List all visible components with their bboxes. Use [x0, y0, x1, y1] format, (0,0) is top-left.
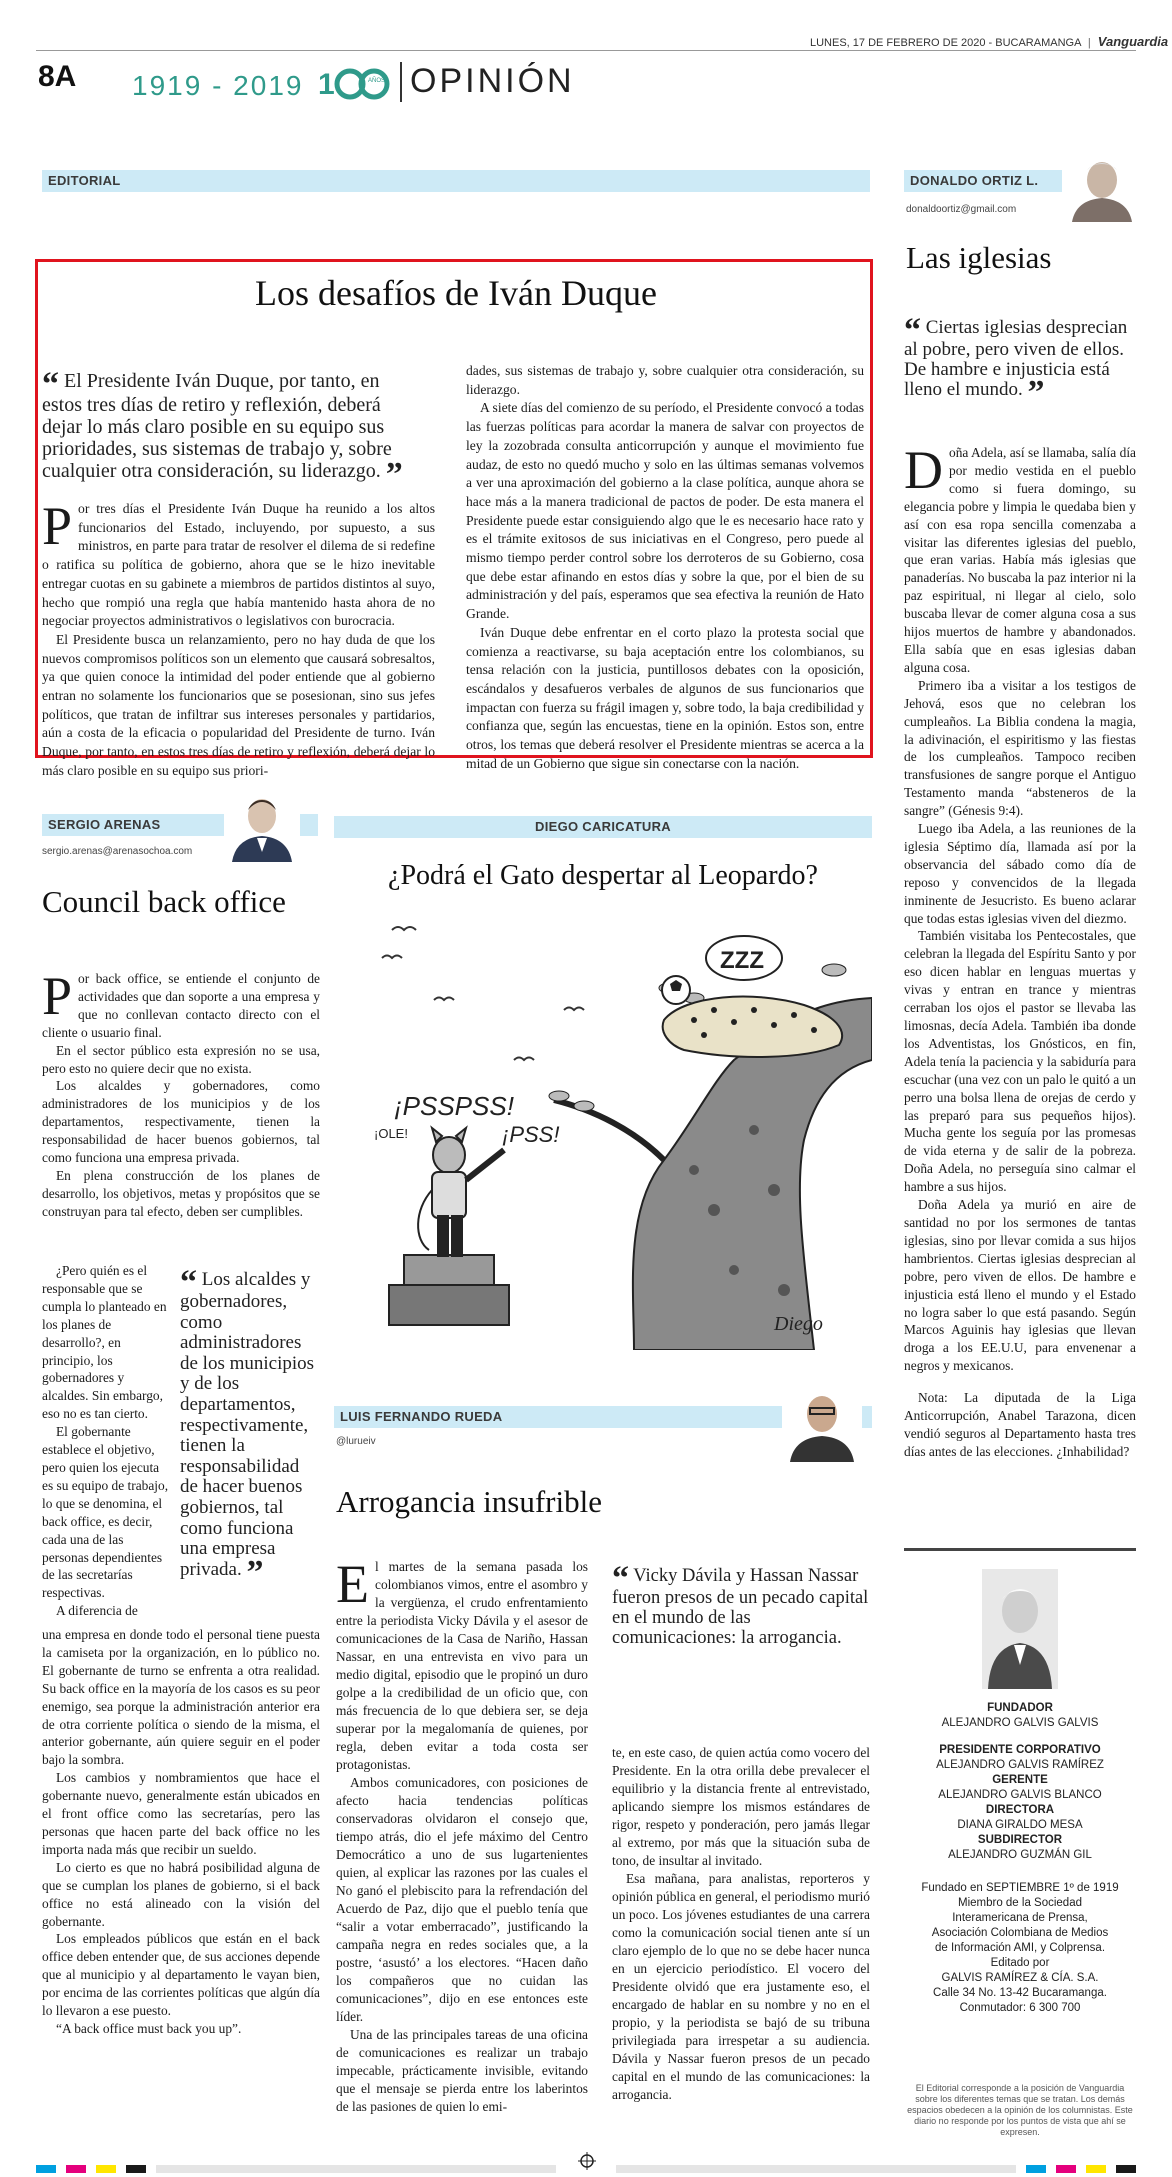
ortiz-paragraph: Doña Adela ya murió en aire de santidad no por los sermones de tantas iglesias, sino por llevar comida a sus hijos hambrientos. Ciertas iglesias desprecian al pobre, pero viven de ellos. De hambre e injusticia está lleno el mundo y el Estado no logra saber lo que está pasando. Según Marcos Aguinis hay iglesias que llevan droga a los EE.U.U, para envenenar a negros y mexicanos. — [904, 1197, 1136, 1374]
editorial-paragraph: El Presidente busca un relanzamiento, pero no hay duda de que los nuevos compromisos políticos son un elemento que causará sobresaltos, ya que quien conoce la intimidad del poder entiende que al gobierno entran no solamente los funcionarios que se posesionan, sino sus jefes políticos, que tratan de infiltrar sus intereses personales y partidarios, aún a costa de la eficacia o popularidad del Presidente de turno. Iván Duque, por tanto, en estos tres días de retiro y reflexión, deberá dejar lo más claro posible en su equipo sus priori- — [42, 631, 435, 778]
rueda-column-1 — [336, 1554, 588, 2116]
registration-mark-icon — [578, 2152, 596, 2170]
arenas-paragraph: Los empleados públicos que están en el back office deben entender que, de sus acciones depende que al municipio y al departamento le vayan bien, por encima de las corrientes políticas que algún día lo llevaron a ese puesto. — [42, 1931, 320, 2019]
cartoonist-signature: Diego — [774, 1313, 823, 1335]
arenas-portrait-icon — [224, 786, 300, 862]
ortiz-email[interactable]: donaldoortiz@gmail.com — [906, 204, 1017, 215]
ortiz-dropcap: D — [904, 440, 943, 500]
editorial-paragraph: or tres días el Presidente Iván Duque ha reunido a los altos funcionarios del Estado, incluyendo, por supuesto, a sus ministros, en parte para tratar de resolver el dilema de si redefine o ratifica su política de gobierno, ahora que se le hizo inevitable entregar cuotas en su gabinete a miembros de partidos distintos al suyo, hecho que rompió una regla que había mantenido hasta ahora de no negociar proyectos administrativos o legislativos con burocracia. — [42, 501, 435, 629]
ortiz-body — [904, 440, 1136, 1461]
subdirector-label: SUBDIRECTOR — [977, 1834, 1063, 1846]
close-quote-icon: ” — [246, 1553, 264, 1591]
founder-label: FUNDADOR — [987, 1702, 1053, 1714]
years-banner: 1919 - 2019 — [132, 70, 304, 101]
ortiz-paragraph: Nota: La diputada de la Liga Anticorrupción, Anabel Tarazona, dicen vendió seguros al Departamento hasta tres días antes de las elecciones. ¿Inhabilidad? — [904, 1390, 1136, 1459]
info-line: Asociación Colombiana de Medios — [931, 1927, 1109, 1939]
cat-speech-second: ¡PSS! — [502, 1122, 560, 1147]
arenas-avatar — [224, 786, 300, 862]
editorial-column-1 — [42, 496, 435, 781]
arenas-email[interactable]: sergio.arenas@arenasochoa.com — [42, 846, 193, 857]
manager-label: GERENTE — [992, 1774, 1048, 1786]
info-line: de Información AMI, y Colprensa. — [934, 1942, 1106, 1954]
info-line: Conmutador: 6 300 700 — [959, 2002, 1081, 2014]
ortiz-portrait-icon — [1062, 150, 1134, 222]
editorial-title: Los desafíos de Iván Duque — [255, 273, 657, 313]
arenas-dropcap: P — [42, 966, 73, 1026]
arenas-paragraph: una empresa en donde todo el personal tiene puesta la camiseta por la organización, en lo público no. El gobernante de turno se enfrenta a otra realidad. Su back office en la mayoría de los casos es su peor enemigo, sea porque la administración anterior era de otra corriente política o siendo de la misma, el anterior gobernante, aún quiere seguir en el poder bajo la sombra. — [42, 1627, 320, 1768]
rueda-title: Arrogancia insufrible — [336, 1484, 602, 1519]
print-color-bar-left — [36, 2158, 556, 2166]
ortiz-paragraph: oña Adela, así se llamaba, salía día por medio vestida en el pueblo como si fuera domingo, su elegancia pobre y limpia le quedaba bien y así con esa ropa sencilla comenzaba a visitar las diferentes iglesias del pueblo, que eran varias. Había más iglesias que panaderías. No buscaba la paz interior ni la paz espiritual, ni llegar al cielo, solo buscaba llevar de comer alguna cosa a sus hijos muertos de hambre y abandonados. Ella sabía que en esas iglesias daban alguna cosa. — [904, 445, 1136, 675]
editorial-quote-text: El Presidente Iván Duque, por tanto, en estos tres días de retiro y reflexión, deberá dejar lo más claro posible en su equipo sus prioridades, sus sistemas de trabajo y, sobre cualquier otra consideración, su liderazgo. — [42, 370, 392, 482]
director-name: DIANA GIRALDO MESA — [957, 1819, 1083, 1831]
cartoon-label — [334, 816, 872, 838]
rueda-paragraph: Ambos comunicadores, con posiciones de afecto hacia tendencias políticas conservadoras olvidaron el consejo que, tiempo atrás, dio el jefe máximo del Centro Democrático a uno de sus lugartenientes quien, al explicar las razones por las cuales el No ganó el plebiscito para la refrendación del Acuerdo de Paz, dijo que el pueblo tenía que “salir a votar emberracado”, justificando la campaña negra en redes sociales que, a la postre, ‘asustó’ a los electores. “Hacen daño los compañeros que no cuidan las comunicaciones”, dijo en ese entonces este líder. — [336, 1775, 588, 2024]
arenas-paragraph: En el sector público esta expresión no se usa, pero esto no quiere decir que no exista. — [42, 1042, 320, 1076]
cartoon-label-text: DIEGO CARICATURA — [535, 819, 671, 834]
close-quote-icon: ” — [385, 456, 403, 493]
cartoon-title: ¿Podrá el Gato despertar al Leopardo? — [388, 860, 818, 891]
arenas-quote-text: Los alcaldes y gobernadores, como administradores de los municipios y de los departamentos, respectivamente, tienen la responsabilidad de hacer buenos gobiernos, tal como funciona una empresa privada. — [180, 1269, 315, 1580]
info-line: GALVIS RAMÍREZ & CÍA. S.A. — [941, 1972, 1099, 1984]
cartoon-illustration — [334, 910, 872, 1350]
ortiz-paragraph: También visitaba los Pentecostales, que celebran la llegada del Espíritu Santo y por eso dicen hablar en lenguas muertas y vivas y entran en trance y mientras cerraban los ojos el pastor se llevaba las limosnas, decía Adela. También iba donde los Adventistas, los Gnósticos, en fin, Adela tenía la paciencia y la sabiduría para escuchar (una vez con un palo le quitó a un perro una bolsa llena de orejas de cerdo y las preparó para sus pequeños hijos). Mucha gente los seguía por las promesas de vida eterna y de salir de la pobreza. Doña Adela, no perseguía sino calmar el hambre a sus hijos. — [904, 928, 1136, 1195]
arenas-paragraph: El gobernante establece el objetivo, pero quien los ejecuta es su equipo de trabajo, lo que se denomina, el back office, es decir, cada una de las personas dependientes de las secretarías respectivas. — [42, 1424, 169, 1601]
rueda-paragraph: te, en este caso, de quien actúa como vocero del Presidente. En la otra orilla debe prevalecer el equilibrio y la distancia frente al entrevistado, aplicando siempre los mismos estándares de rigor, respeto y ponderación, pero jamás llegar al extremo, por más que la situación suba de tono, de insultar al invitado. — [612, 1745, 870, 1868]
rueda-portrait-icon — [782, 1382, 862, 1462]
centenary-logo-icon — [316, 64, 392, 104]
section-title: OPINIÓN — [410, 62, 575, 100]
arenas-paragraph: En plena construcción de los planes de desarrollo, los objetivos, metas y propósitos que se construyan para tal efecto, deben ser cumplibles. — [42, 1167, 320, 1219]
svg-text:1: 1 — [318, 68, 335, 101]
centenary-logo — [316, 64, 392, 104]
editorial-label: EDITORIAL — [42, 170, 870, 192]
arenas-paragraph: Los cambios y nombramientos que hace el gobernante nuevo, generalmente están ubicados en el front office como las secretarías, pero las personas que hacen parte del back office no les importa nada más que recibir un sueldo. — [42, 1770, 320, 1857]
ortiz-paragraph: Primero iba a visitar a los testigos de Jehová, esos que no celebran los cumpleaños. La Biblia condena la magia, la adivinación, el espiritismo y las fiestas de los cumpleaños. Tampoco reciben transfusiones de sangre porque el Antiguo Testamento manda “absteneros de la sangre” (Génesis 9:4). — [904, 677, 1136, 819]
editorial-column-2 — [466, 362, 864, 773]
arenas-intro — [42, 966, 320, 1221]
arenas-body — [42, 1626, 320, 2038]
rueda-dropcap: E — [336, 1554, 369, 1614]
staff-credits — [904, 1701, 1136, 2016]
rueda-paragraph: l martes de la semana pasada los colombianos vimos, entre el asombro y la vergüenza, el crudo enfrentamiento entre la periodista Vicky Dávila y el asesor de comunicaciones de la Casa de Nariño, Hassan Nassar, en una entrevista en vivo para un medio digital, episodio que le propinó un duro golpe a la credibilidad de un oficio que, con más frecuencia de lo que debiera ser, se deja superar por la megalomanía de quienes, por regla, deben evitar a toda costa ser protagonistas. — [336, 1559, 588, 1772]
rueda-paragraph: Una de las principales tareas de una oficina de comunicaciones es realizar un trabajo impecable, prácticamente invisible, evitando que el mensaje se pierda entre los laberintos de las pasiones de quien lo emi- — [336, 2027, 588, 2114]
pedestal-icon — [404, 1255, 494, 1285]
leopard-icon — [663, 997, 842, 1057]
ortiz-paragraph: Luego iba Adela, a las reuniones de la iglesia Séptimo día, llamada así por la observancia del sábado como día de reposo y convencidos de la llegada inminente de Jesucristo. Es bueno aclarar que todas estas iglesias viven del diezmo. — [904, 821, 1136, 926]
rueda-pull-quote — [612, 1560, 870, 1648]
zzz-text: ZZZ — [720, 947, 764, 974]
ortiz-author: DONALDO ORTIZ L. — [910, 173, 1039, 188]
info-line: Calle 34 No. 13-42 Bucaramanga. — [933, 1987, 1107, 1999]
ortiz-author-bar — [904, 170, 1082, 192]
arenas-narrow-column — [42, 1262, 172, 1620]
open-quote-icon: “ — [180, 1264, 197, 1301]
open-quote-icon: “ — [42, 366, 59, 403]
ortiz-avatar — [1062, 150, 1134, 222]
cat-speech-main: ¡PSSPSS! — [394, 1091, 514, 1121]
arenas-pull-quote — [180, 1264, 320, 1591]
manager-name: ALEJANDRO GALVIS BLANCO — [938, 1789, 1102, 1801]
arenas-title: Council back office — [42, 884, 286, 919]
logo-sub: AÑOS — [368, 78, 386, 84]
ortiz-pull-quote — [904, 312, 1136, 411]
subdirector-name: ALEJANDRO GUZMÁN GIL — [948, 1849, 1092, 1861]
cat-speech-ole: ¡OLE! — [374, 1126, 408, 1141]
print-color-bar-right — [616, 2158, 1136, 2166]
editorial-paragraph: A siete días del comienzo de su período, el Presidente convocó a todas las fuerzas políticas para acordar la manera de salvar con proyectos de ley la zozobrada consulta anticorrupción y aunque el movimiento fue audaz, de esto no quedó mucho y solo en las últimas semanas volvemos a ver una aproximación del gobierno a la clase política, aunque ahora se hace más a la manera tradicional de pactos de poder. De esta manera el Presidente puede estar consiguiendo algo que le es necesario hace rato y es el trámite exitosos de sus iniciativas en el Congreso, pero puede al mismo tiempo perder control sobre los derroteros de su Gobierno, cosa que debe estar afinando en estos días y sobre la que, por el bien de su administración y del país, esperamos que sea efectiva la reunión de Hato Grande. — [466, 400, 864, 622]
close-quote-icon: ” — [1027, 374, 1045, 411]
rueda-paragraph: Esa mañana, para analistas, reporteros y opinión pública en general, el periodismo murió un poco. Los jóvenes estudiantes de una carrera como la comunicación social tienen ante sí un claro ejemplo de lo que no se debe hacer nunca en un ejercicio periodístico. El vocero del Presidente olvidó que era justamente eso, el encargado de hablar en su nombre y no en el propio, y la periodista se bajó de su tribuna privilegiada para irrespetar a su audiencia. Dávila y Nassar fueron presos de un pecado capital en el mundo de las comunicaciones: la arrogancia. — [612, 1871, 870, 2102]
info-line: Interamericana de Prensa, — [952, 1912, 1088, 1924]
cmyk-strip-icon — [616, 2165, 1136, 2173]
page-number: 8A — [38, 60, 77, 93]
arenas-paragraph: Lo cierto es que no habrá posibilidad alguna de que se cumplan los planes de gobierno, si el back office no está alineado con la visión del gobernante. — [42, 1859, 320, 1929]
cat-icon — [418, 1128, 504, 1256]
rueda-column-2 — [612, 1744, 870, 2104]
dateline-text: LUNES, 17 DE FEBRERO DE 2020 - BUCARAMANGA — [810, 37, 1081, 49]
editorial-dropcap: P — [42, 496, 73, 556]
arenas-paragraph: “A back office must back you up”. — [56, 2020, 242, 2036]
founder-portrait-icon — [982, 1569, 1058, 1689]
director-label: DIRECTORA — [985, 1804, 1055, 1816]
branch-icon — [554, 1100, 664, 1160]
top-dateline: LUNES, 17 DE FEBRERO DE 2020 - BUCARAMANGA | Vanguardia — [810, 34, 1169, 49]
editorial-pull-quote — [42, 366, 418, 493]
rueda-quote-text: Vicky Dávila y Hassan Nassar fueron presos de un pecado capital en el mundo de las comunicaciones: la arrogancia. — [612, 1566, 869, 1648]
arenas-author: SERGIO ARENAS — [48, 817, 161, 832]
founder-portrait — [982, 1569, 1058, 1689]
arenas-paragraph: Los alcaldes y gobernadores, como administradores de los municipios y de los departamentos, respectivamente, tienen la responsabilidad de hacer buenos gobiernos, tal como funciona una empresa privada. — [42, 1078, 320, 1166]
president-name: ALEJANDRO GALVIS RAMÍREZ — [936, 1759, 1104, 1771]
top-rule — [36, 50, 1136, 51]
info-line: Editado por — [990, 1957, 1050, 1969]
open-quote-icon: “ — [904, 312, 921, 349]
editorial-paragraph: Iván Duque debe enfrentar en el corto plazo la protesta social que comienza a reactivarse, su baja aceptación entre los colombianos, su tensa relación con la justicia, puntillosos debates con la oposición, escándalos y desafueros verbales de algunos de sus funcionarios que impactan con fuerza su frágil imagen y, sobre todo, la baja credibilidad y confianza que, según las encuestas, tiene en la opinión. Estos son, entre otros, los temas que deberá resolver el Presidente mientras se acerca a la mitad de un Gobierno que sigue sin conectarse con la nación. — [466, 624, 864, 771]
arenas-paragraph: or back office, se entiende el conjunto de actividades que dan soporte a una empresa y que no conllevan contacto directo con el cliente o usuario final. — [42, 971, 320, 1040]
ortiz-quote-text: Ciertas iglesias desprecian al pobre, pero viven de ellos. De hambre e injusticia está lleno el mundo. — [904, 317, 1128, 400]
open-quote-icon: “ — [612, 1560, 629, 1597]
staff-box — [904, 1548, 1136, 2142]
info-line: Fundado en SEPTIEMBRE 1º de 1919 — [921, 1882, 1119, 1894]
cartoon-drawing — [334, 910, 872, 1350]
founder-name: ALEJANDRO GALVIS GALVIS — [941, 1717, 1099, 1729]
rueda-author: LUIS FERNANDO RUEDA — [340, 1409, 503, 1424]
info-line: Miembro de la Sociedad — [957, 1897, 1082, 1909]
staff-footnote: El Editorial corresponde a la posición de Vanguardia sobre los diferentes temas que se tratan. Los demás espacios obedecen a la opinión de los columnistas. Este diario no responde por los puntos de vista que ahí se expresen. — [907, 2083, 1133, 2137]
arenas-paragraph: ¿Pero quién es el responsable que se cumpla lo planteado en los planes de desarrollo?, en principio, los gobernadores y alcaldes. Sin embargo, eso no es tan cierto. — [42, 1263, 167, 1422]
rueda-handle[interactable]: @lurueiv — [336, 1436, 376, 1447]
president-label: PRESIDENTE CORPORATIVO — [939, 1744, 1101, 1756]
editorial-paragraph: dades, sus sistemas de trabajo y, sobre cualquier otra consideración, su liderazgo. — [466, 363, 864, 397]
cmyk-strip-icon — [36, 2165, 556, 2173]
rueda-avatar — [782, 1382, 862, 1462]
brand-name[interactable]: Vanguardia — [1097, 34, 1169, 49]
header-divider — [400, 62, 402, 102]
arenas-paragraph: A diferencia de — [56, 1603, 138, 1619]
ortiz-title: Las iglesias — [906, 240, 1052, 275]
